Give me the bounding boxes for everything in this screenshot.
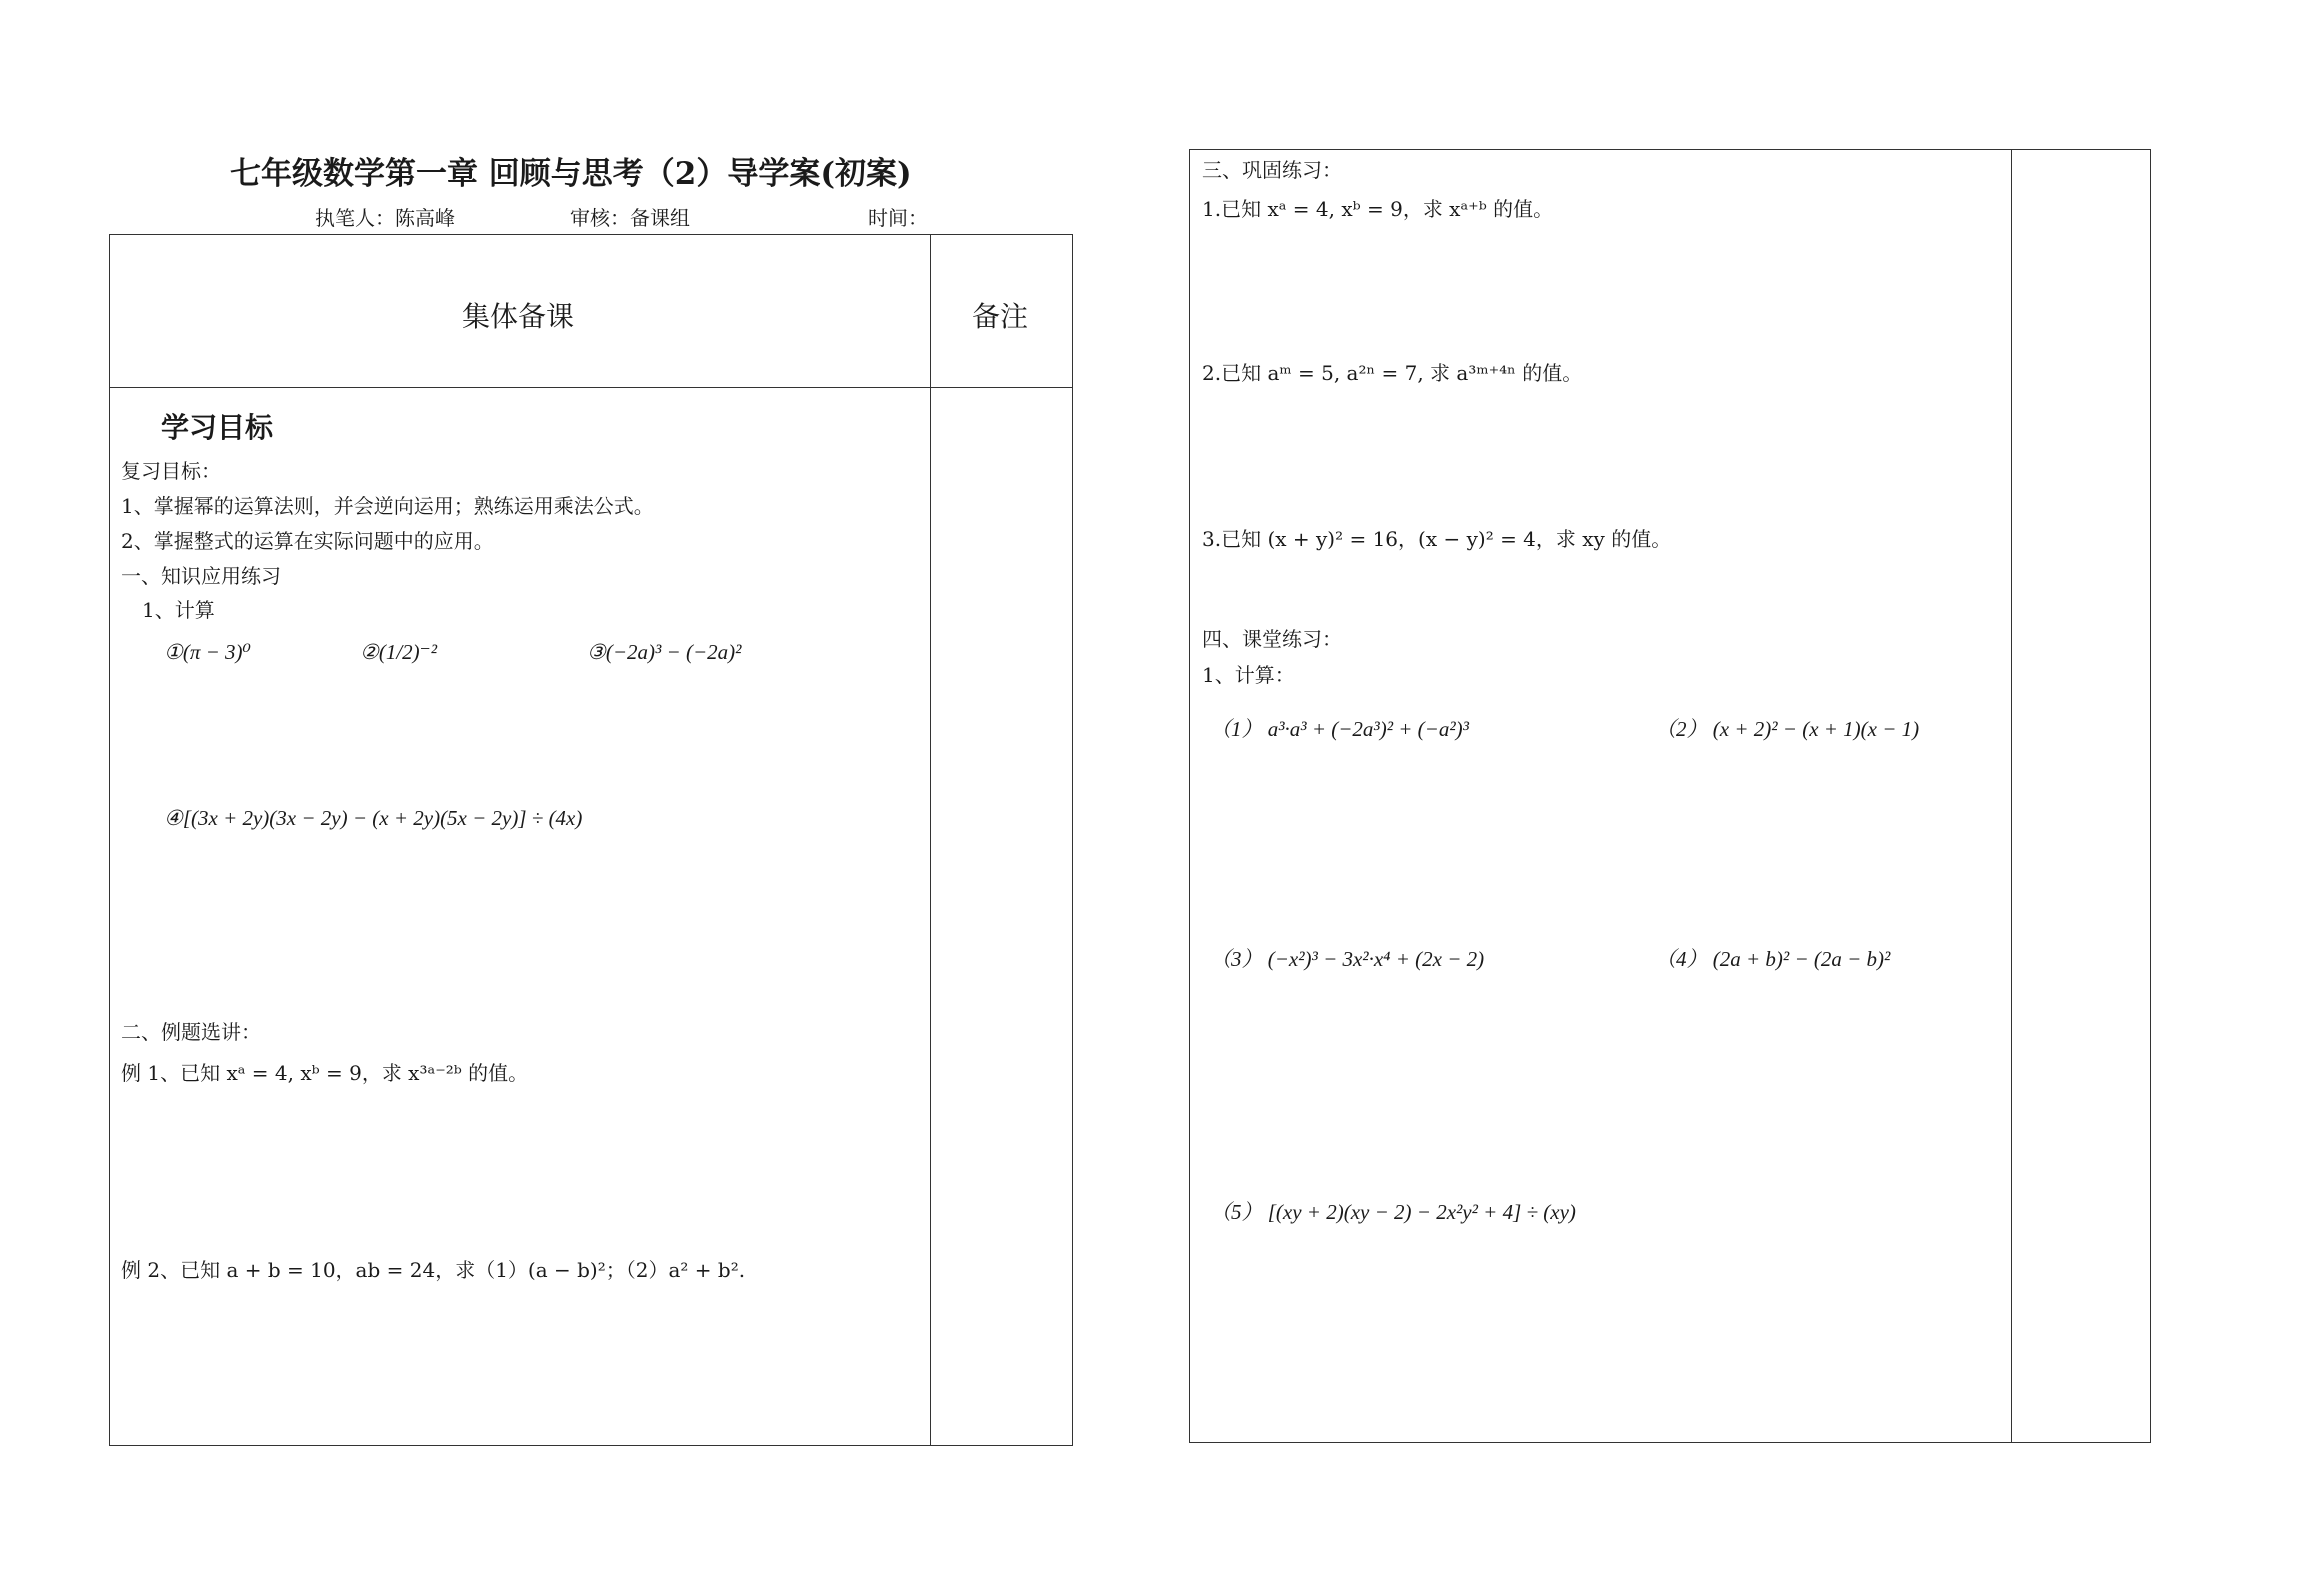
calc-item-4: ④[(3x + 2y)(3x − 2y) − (x + 2y)(5x − 2y)] ÷ (4x) <box>164 806 583 830</box>
practice-item-1: （1） a³·a³ + (−2a³)² + (−a²)³ <box>1210 717 1469 741</box>
class-practice-calc-label: 1、计算： <box>1202 663 1295 687</box>
review-goals-label: 复习目标： <box>121 459 221 483</box>
section-class-practice: 四、课堂练习： <box>1202 627 1342 651</box>
section-examples: 二、例题选讲： <box>121 1020 261 1044</box>
goal-item-2: 2、掌握整式的运算在实际问题中的应用。 <box>121 529 494 553</box>
left-table-divider <box>930 234 931 1446</box>
col-header-group-prep: 集体备课 <box>462 300 575 333</box>
reviewer-label: 审核：备课组 <box>570 206 690 230</box>
calc-item-3: ③(−2a)³ − (−2a)² <box>587 640 742 664</box>
calc-item-2: ②(1/2)⁻² <box>360 640 438 664</box>
practice-item-5: （5） [(xy + 2)(xy − 2) − 2x²y² + 4] ÷ (xy) <box>1210 1200 1576 1224</box>
consolidation-q1: 1.已知 xᵃ = 4, xᵇ = 9，求 xᵃ⁺ᵇ 的值。 <box>1202 197 1554 221</box>
right-table-divider <box>2011 149 2012 1443</box>
right-table <box>1189 149 2151 1443</box>
left-table-header-rule <box>109 387 1073 388</box>
time-label: 时间： <box>868 206 928 230</box>
calc-item-1: ①(π − 3)⁰ <box>164 640 251 664</box>
col-header-notes: 备注 <box>972 300 1029 333</box>
example-1: 例 1、已知 xᵃ = 4, xᵇ = 9，求 x³ᵃ⁻²ᵇ 的值。 <box>121 1061 529 1085</box>
example-2: 例 2、已知 a + b = 10，ab = 24，求（1）(a − b)²；（2）a² + b². <box>121 1258 746 1282</box>
consolidation-q2: 2.已知 aᵐ = 5, a²ⁿ = 7, 求 a³ᵐ⁺⁴ⁿ 的值。 <box>1202 361 1583 385</box>
author-label: 执笔人：陈高峰 <box>315 206 455 230</box>
practice-item-2: （2） (x + 2)² − (x + 1)(x − 1) <box>1655 717 1920 741</box>
section-knowledge-practice: 一、知识应用练习 <box>121 564 281 588</box>
page-title: 七年级数学第一章 回顾与思考（2）导学案(初案) <box>230 156 912 192</box>
practice-item-4: （4） (2a + b)² − (2a − b)² <box>1655 947 1891 971</box>
calc-label: 1、计算 <box>142 598 215 622</box>
practice-item-3: （3） (−x²)³ − 3x²·x⁴ + (2x − 2) <box>1210 947 1485 971</box>
goals-heading: 学习目标 <box>161 411 274 444</box>
goal-item-1: 1、掌握幂的运算法则，并会逆向运用；熟练运用乘法公式。 <box>121 494 654 518</box>
consolidation-q3: 3.已知 (x + y)² = 16，(x − y)² = 4，求 xy 的值。 <box>1202 527 1672 551</box>
section-consolidation: 三、巩固练习： <box>1202 158 1342 182</box>
